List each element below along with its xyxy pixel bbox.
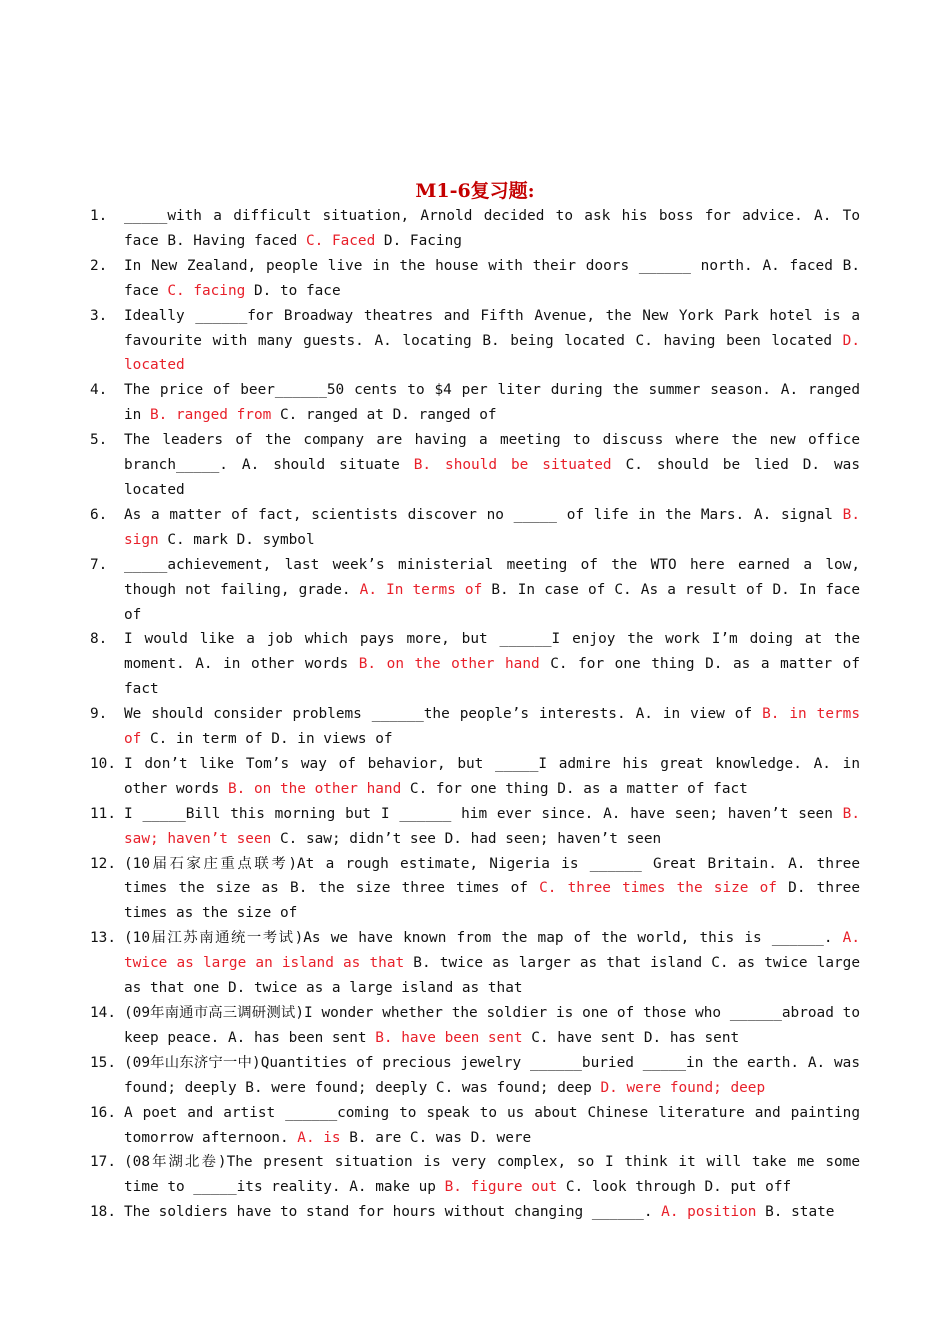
question-text: (08年湖北卷)The present situation is very complex, so I think it will take me some time to _____its reality. A. make up — [124, 1154, 860, 1196]
question-number: 4. — [90, 382, 108, 399]
question-number: 10. — [90, 755, 116, 772]
question-text: B. twice as larger as that island C. as twice large as that one D. twice as a large island as that — [124, 955, 860, 997]
question-number: 7. — [90, 556, 108, 573]
answer-option: D. were found; deep — [600, 1079, 766, 1096]
question-text: C. for one thing D. as a matter of fact — [401, 780, 748, 797]
question-item — [90, 1150, 860, 1200]
answer-option: B. on the other hand — [227, 780, 402, 797]
question-number: 18. — [90, 1204, 116, 1221]
answer-option: C. Faced — [305, 232, 376, 249]
answer-option: C. facing — [167, 282, 246, 299]
question-number: 2. — [90, 257, 108, 274]
question-text: (09年山东济宁一中)Quantities of precious jewelry ______buried _____in the earth. A. was found; deeply B. were found; deeply C. was found; deep — [124, 1054, 860, 1096]
answer-option: A. In terms of — [359, 581, 483, 598]
question-text: C. for one thing D. as a matter of fact — [124, 656, 860, 698]
answer-option: B. should be situated — [413, 457, 612, 474]
question-text: The leaders of the company are having a meeting to discuss where the new office branch_____. A. should situate — [124, 432, 860, 474]
question-number: 5. — [90, 432, 108, 449]
question-item — [90, 1001, 860, 1051]
question-text: B. state — [756, 1204, 835, 1221]
question-item — [90, 553, 860, 628]
question-number: 14. — [90, 1005, 116, 1021]
answer-option: B. have been sent — [375, 1029, 523, 1046]
question-text: C. in term of D. in views of — [141, 731, 393, 748]
answer-option: A. twice as large an island as that — [124, 930, 860, 972]
question-text: D. Facing — [375, 232, 462, 249]
answer-option: B. saw; haven’t seen — [124, 805, 860, 847]
question-item — [90, 926, 860, 1001]
question-item — [90, 627, 860, 702]
question-text: C. look through D. put off — [557, 1179, 792, 1196]
page-title: M1-6复习题: — [415, 180, 535, 202]
question-number: 15. — [90, 1054, 116, 1071]
question-item — [90, 503, 860, 553]
question-text: Ideally ______for Broadway theatres and Fifth Avenue, the New York Park hotel is a favourite with many guests. A. locating B. being located C. having been located — [124, 307, 860, 349]
question-number: 1. — [90, 208, 108, 224]
question-text: C. ranged at D. ranged of — [271, 407, 497, 424]
question-item — [90, 204, 860, 254]
question-text: We should consider problems ______the people’s interests. A. in view of — [124, 706, 763, 723]
question-text: As a matter of fact, scientists discover no _____ of life in the Mars. A. signal — [124, 506, 843, 523]
question-item — [90, 304, 860, 379]
question-text: The soldiers have to stand for hours without changing ______. — [124, 1204, 662, 1221]
question-text: D. to face — [245, 282, 341, 299]
question-item — [90, 852, 860, 927]
question-text: I would like a job which pays more, but ______I enjoy the work I’m doing at the moment. A. in other words — [124, 631, 860, 673]
answer-option: D. located — [124, 332, 860, 374]
question-list — [90, 204, 860, 1225]
question-text: (09年南通市高三调研测试)I wonder whether the soldier is one of those who ______abroad to keep peace. A. has been sent — [124, 1005, 860, 1046]
answer-option: B. in terms of — [124, 706, 860, 748]
question-text: I _____Bill this morning but I ______ him ever since. A. have seen; haven’t seen — [124, 805, 843, 822]
question-number: 13. — [90, 930, 116, 947]
question-item — [90, 752, 860, 802]
question-text: C. mark D. symbol — [158, 531, 315, 548]
question-item — [90, 1101, 860, 1151]
question-text: B. are C. was D. were — [340, 1129, 532, 1146]
question-text: A poet and artist ______coming to speak to us about Chinese literature and painting tomorrow afternoon. — [124, 1104, 860, 1146]
question-text: I don’t like Tom’s way of behavior, but _____I admire his great knowledge. A. in other words — [124, 755, 860, 797]
question-text: D. three times as the size of — [124, 880, 860, 922]
question-number: 3. — [90, 307, 108, 324]
question-text: (10届石家庄重点联考)At a rough estimate, Nigeria is ______ Great Britain. A. three times the size as B. the size three times of — [124, 855, 860, 897]
question-text: In New Zealand, people live in the house with their doors ______ north. A. faced B. face — [124, 257, 860, 299]
question-item — [90, 254, 860, 304]
answer-option: B. ranged from — [150, 407, 272, 424]
question-text: C. saw; didn’t see D. had seen; haven’t seen — [271, 830, 662, 847]
answer-option: B. figure out — [444, 1179, 558, 1196]
question-number: 9. — [90, 706, 108, 723]
answer-option: A. position — [661, 1204, 757, 1221]
question-item — [90, 378, 860, 428]
question-number: 17. — [90, 1154, 116, 1171]
question-text: (10届江苏南通统一考试)As we have known from the map of the world, this is ______. — [124, 930, 843, 947]
question-item — [90, 702, 860, 752]
question-text: B. In case of C. As a result of D. In face of — [124, 581, 860, 623]
question-text: C. have sent D. has sent — [522, 1029, 740, 1046]
question-text: _____with a difficult situation, Arnold decided to ask his boss for advice. A. To face B. Having faced — [124, 208, 860, 249]
question-number: 8. — [90, 631, 108, 648]
question-number: 11. — [90, 805, 116, 822]
answer-option: A. is — [297, 1129, 341, 1146]
question-item — [90, 1200, 860, 1225]
question-number: 6. — [90, 506, 108, 523]
question-item — [90, 1051, 860, 1101]
question-number: 16. — [90, 1104, 116, 1121]
question-text: _____achievement, last week’s ministerial meeting of the WTO here earned a low, though not failing, grade. — [124, 556, 860, 598]
question-item — [90, 802, 860, 852]
answer-option: B. sign — [124, 506, 860, 548]
question-text: The price of beer______50 cents to $4 per liter during the summer season. A. ranged in — [124, 382, 860, 424]
question-item — [90, 428, 860, 503]
question-number: 12. — [90, 855, 116, 872]
answer-option: B. on the other hand — [358, 656, 540, 673]
question-text: C. should be lied D. was located — [124, 457, 860, 498]
answer-option: C. three times the size of — [539, 880, 777, 897]
